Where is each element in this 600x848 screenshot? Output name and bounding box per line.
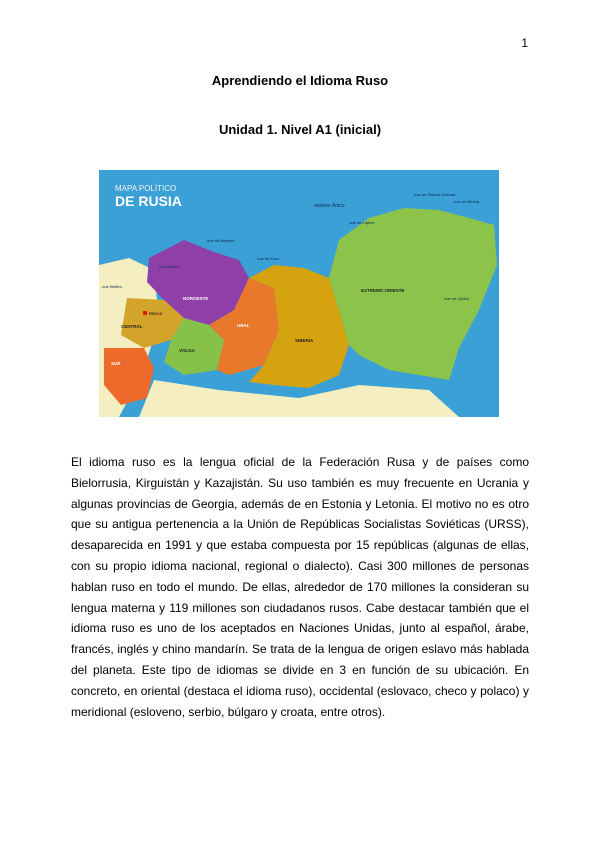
body-paragraph: El idioma ruso es la lengua oficial de la Federación Rusa y de países como Bielorrusia, Kirguistán y Kazajistán. Su uso también es muy frecuente en Ucrania y algunas provincias de Georgia, además de en Estonia y Letonia. El motivo no es otro que su antigua pertenencia a la Unión de Repúblicas Socialistas Soviéticas (URSS), desaparecida en 1991 y que estaba compuesta por 15 repúblicas (algunas de ellas, con su propio idioma nacional, regional o dialecto). Casi 300 millones de personas hablan ruso en todo el mundo. De ellas, alrededor de 170 millones la consideran su lengua materna y 119 millones son ciudadanos rusos. Cabe destacar también que el idioma ruso es uno de los aceptados en Naciones Unidas, junto al español, árabe, francés, inglés y chino mandarín. Se trata de la lengua de origen eslavo más hablada del planeta. Este tipo de idiomas se divide en 3 en función de su ubicación. En concreto, en oriental (destaca el idioma ruso), occidental (eslovaco, checo y polaco) y meridional (esloveno, serbio, búlgaro y croata, entre otros). <box>71 455 529 719</box>
sea-label: mar de Kara <box>257 256 280 261</box>
sea-label: mar de Ojotsk <box>444 296 469 301</box>
capital-label: Moscú <box>149 311 163 316</box>
region-label: CENTRAL <box>121 324 143 329</box>
sea-label: mar Blanco <box>159 264 180 269</box>
region-label: SUR <box>111 361 121 366</box>
sea-label: mar de Bering <box>454 199 480 204</box>
region-label: NOROESTE <box>183 296 209 301</box>
unit-subtitle: Unidad 1. Nivel A1 (inicial) <box>218 122 382 137</box>
sea-label: mar de Siberia Oriental <box>414 192 456 197</box>
region-label: VOLGA <box>179 348 196 353</box>
capital-marker-icon <box>143 311 147 315</box>
document-title: Aprendiendo el Idioma Ruso <box>211 73 389 88</box>
russia-political-map <box>99 170 499 417</box>
sea-label: mar de Láptev <box>349 220 375 225</box>
region-label: EXTREMO ORIENTE <box>361 288 405 293</box>
sea-label: océano Ártico <box>314 203 345 209</box>
page-number: 1 <box>521 36 528 50</box>
region-label: SIBERIA <box>295 338 314 343</box>
sea-label: mar de Barents <box>207 238 235 243</box>
map-header-large: DE RUSIA <box>115 193 182 209</box>
region-label: URAL <box>237 323 250 328</box>
sea-label: mar Báltico <box>102 284 123 289</box>
map-svg <box>99 170 499 417</box>
map-header-small: MAPA POLÍTICO <box>115 184 177 193</box>
